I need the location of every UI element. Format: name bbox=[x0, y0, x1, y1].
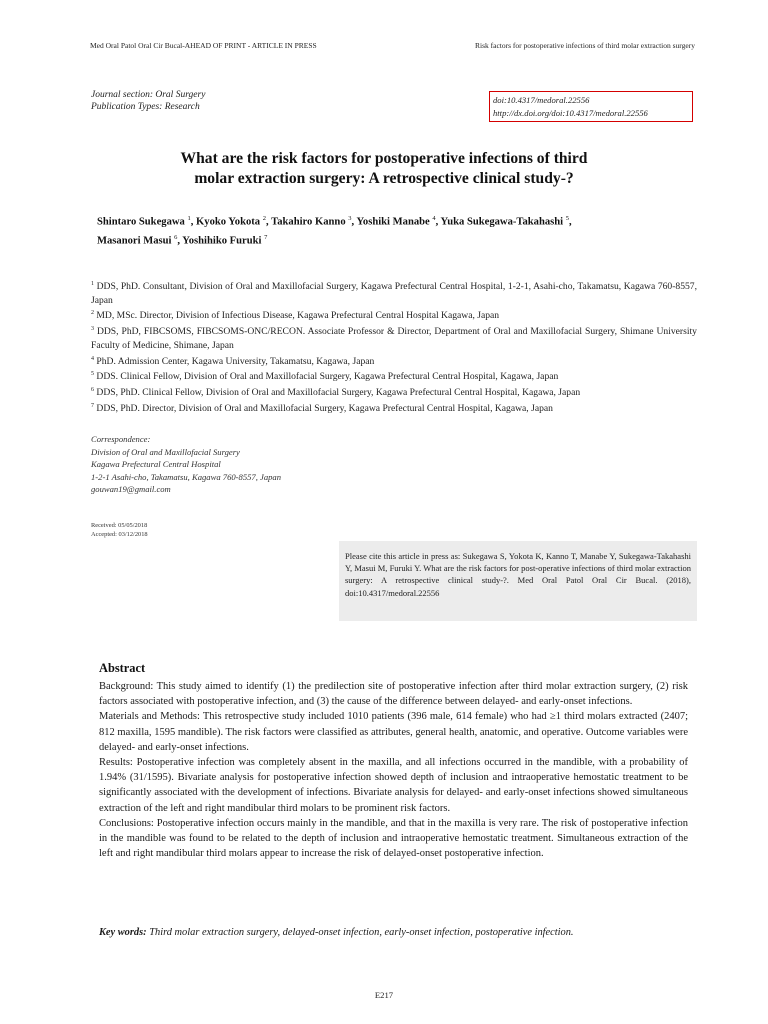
correspondence-label: Correspondence: bbox=[91, 434, 151, 444]
affiliation-text: DDS, PhD, FIBCSOMS, FIBCSOMS-ONC/RECON. Associate Professor & Director, Department of Oral and Maxillofacial Surgery, Shimane University Faculty of Medicine, Shimane, Japan bbox=[91, 326, 697, 351]
author-separator: , bbox=[190, 216, 197, 228]
affiliation-text: DDS. Clinical Fellow, Division of Oral and Maxillofacial Surgery, Kagawa Prefectural Central Hospital, Kagawa, Japan bbox=[96, 371, 559, 383]
abstract-conclusions: Conclusions: Postoperative infection occurs mainly in the mandible, and that in the maxilla is very rare. The risk of postoperative infection in the mandible was found to be related to the depth of inclusion and intraoperative hemostatic treatment. Simultaneous extraction of the left and right mandibular third molars appear to increase the risk of delayed-onset postoperative infection. bbox=[99, 817, 688, 860]
keywords-text: Third molar extraction surgery, delayed-onset infection, early-onset infection, postoperative infection. bbox=[146, 927, 574, 938]
title-line-2: molar extraction surgery: A retrospective clinical study-? bbox=[194, 170, 574, 187]
author-affiliation-mark: 6 bbox=[174, 233, 178, 241]
author-separator: , bbox=[177, 235, 183, 247]
affiliation-text: DDS, PhD. Clinical Fellow, Division of Oral and Maxillofacial Surgery, Kagawa Prefectural Central Hospital, Kagawa, Japan bbox=[96, 387, 581, 399]
author-name: Yuka Sukegawa-Takahashi bbox=[440, 216, 564, 228]
running-head-left: Med Oral Patol Oral Cir Bucal-AHEAD OF PRINT - ARTICLE IN PRESS bbox=[90, 41, 317, 50]
affiliation-number: 7 bbox=[91, 402, 94, 409]
affiliation-number: 3 bbox=[91, 326, 94, 333]
affiliation-number: 6 bbox=[91, 387, 94, 394]
journal-meta bbox=[91, 89, 205, 113]
affiliation-list bbox=[91, 278, 697, 416]
abstract-heading: Abstract bbox=[99, 661, 146, 675]
running-head-right: Risk factors for postoperative infections of third molar extraction surgery bbox=[474, 41, 695, 50]
affiliation-item bbox=[91, 353, 697, 369]
author-affiliation-mark: 5 bbox=[565, 215, 570, 222]
abstract-results: Results: Postoperative infection was completely absent in the maxilla, and all infections occurred in the mandible, with a probability of 1.94% (31/1595). Bivariate analysis for postoperative infection showed depth of inclusion and intraoperative hemostatic treatment to be significantly associated with the development of infections. Bivariate analysis for delayed- and early-onset infections showed simultaneous extraction of the left and right mandibular third molars to be prominent risk factors. bbox=[99, 757, 688, 814]
affiliation-item bbox=[91, 368, 697, 384]
abstract-background: Background: This study aimed to identify (1) the predilection site of postoperative infection after third molar extraction surgery, (2) risk factors associated with postoperative infection, and (3) the cause of the difference between delayed- and early-onset infections. bbox=[99, 681, 688, 708]
affiliation-item bbox=[91, 278, 697, 307]
author-name: Masanori Masui bbox=[97, 235, 172, 247]
article-dates bbox=[91, 522, 148, 539]
author-affiliation-mark: 1 bbox=[187, 215, 191, 222]
affiliation-text: PhD. Admission Center, Kagawa University, Takamatsu, Kagawa, Japan bbox=[96, 355, 375, 367]
author-name: Shintaro Sukegawa bbox=[97, 216, 185, 228]
author-list bbox=[97, 211, 697, 248]
correspondence-email[interactable]: gouwan19@gmail.com bbox=[91, 484, 171, 495]
affiliation-number: 1 bbox=[91, 281, 94, 287]
doi-link[interactable]: http://dx.doi.org/doi:10.4317/medoral.22556 bbox=[493, 107, 648, 118]
author-affiliation-mark: 7 bbox=[264, 233, 268, 241]
author-affiliation-mark: 2 bbox=[262, 215, 267, 222]
affiliation-number: 4 bbox=[91, 355, 94, 362]
affiliation-number: 2 bbox=[91, 310, 94, 317]
citation-text: Please cite this article in press as: Sukegawa S, Yokota K, Kanno T, Manabe Y, Sukegawa-Takahashi Y, Masui M, Furuki Y. What are the risk factors for post-operative infections of third molar extraction surgery: A retrospective clinical study-?. Med Oral Patol Oral Cir Bucal. (2018), doi:10.4317/medoral.22556 bbox=[345, 551, 691, 598]
affiliation-item bbox=[91, 323, 697, 352]
title-line-1: What are the risk factors for postoperative infections of third bbox=[180, 150, 588, 167]
author-affiliation-mark: 4 bbox=[432, 215, 436, 222]
affiliation-number: 5 bbox=[91, 371, 94, 378]
keywords-label: Key words: bbox=[99, 927, 147, 938]
affiliation-item bbox=[91, 384, 697, 400]
accepted-date: Accepted: 03/12/2018 bbox=[91, 530, 148, 538]
abstract-methods: Materials and Methods: This retrospective study included 1010 patients (396 male, 614 female) who had ≥1 third molars extracted (2407; 812 maxilla, 1595 mandible). The risk factors were classified as attributes, general health, anatomic, and operative. Outcome variables were delayed- and early-onset infections. bbox=[99, 711, 688, 753]
author-name: Takahiro Kanno bbox=[271, 216, 346, 228]
correspondence-line: Kagawa Prefectural Central Hospital bbox=[91, 459, 221, 470]
doi-box bbox=[489, 91, 693, 122]
journal-section: Journal section: Oral Surgery bbox=[91, 90, 206, 100]
author-separator: , bbox=[435, 216, 441, 228]
affiliation-item bbox=[91, 400, 697, 416]
affiliation-text: DDS, PhD. Consultant, Division of Oral and Maxillofacial Surgery, Kagawa Prefectural Central Hospital, 1-2-1, Asahi-cho, Takamatsu, Kagawa 760-8557, Japan bbox=[91, 281, 698, 306]
page-number: E217 bbox=[374, 990, 394, 1000]
keywords bbox=[99, 925, 699, 940]
doi-text: doi:10.4317/medoral.22556 bbox=[493, 95, 590, 105]
affiliation-text: MD, MSc. Director, Division of Infectious Disease, Kagawa Prefectural Central Hospital Kagawa, Japan bbox=[96, 310, 500, 322]
correspondence bbox=[91, 433, 281, 496]
author-name: Kyoko Yokota bbox=[196, 216, 261, 228]
publication-type: Publication Types: Research bbox=[91, 102, 200, 112]
article-title bbox=[110, 149, 658, 189]
affiliation-text: DDS, PhD. Director, Division of Oral and Maxillofacial Surgery, Kagawa Prefectural Central Hospital, Kagawa, Japan bbox=[96, 403, 553, 415]
author-separator: , bbox=[351, 216, 357, 228]
correspondence-line: 1-2-1 Asahi-cho, Takamatsu, Kagawa 760-8557, Japan bbox=[91, 471, 282, 482]
author-separator: , bbox=[266, 216, 272, 228]
affiliation-item bbox=[91, 307, 697, 323]
correspondence-line: Division of Oral and Maxillofacial Surgery bbox=[91, 446, 240, 457]
abstract-body bbox=[99, 679, 688, 861]
author-name: Yoshihiko Furuki bbox=[182, 235, 262, 247]
author-separator: , bbox=[569, 216, 572, 228]
citation-box bbox=[339, 541, 697, 621]
received-date: Received: 05/05/2018 bbox=[91, 522, 148, 529]
author-name: Yoshiki Manabe bbox=[356, 216, 430, 228]
author-affiliation-mark: 3 bbox=[348, 215, 352, 222]
